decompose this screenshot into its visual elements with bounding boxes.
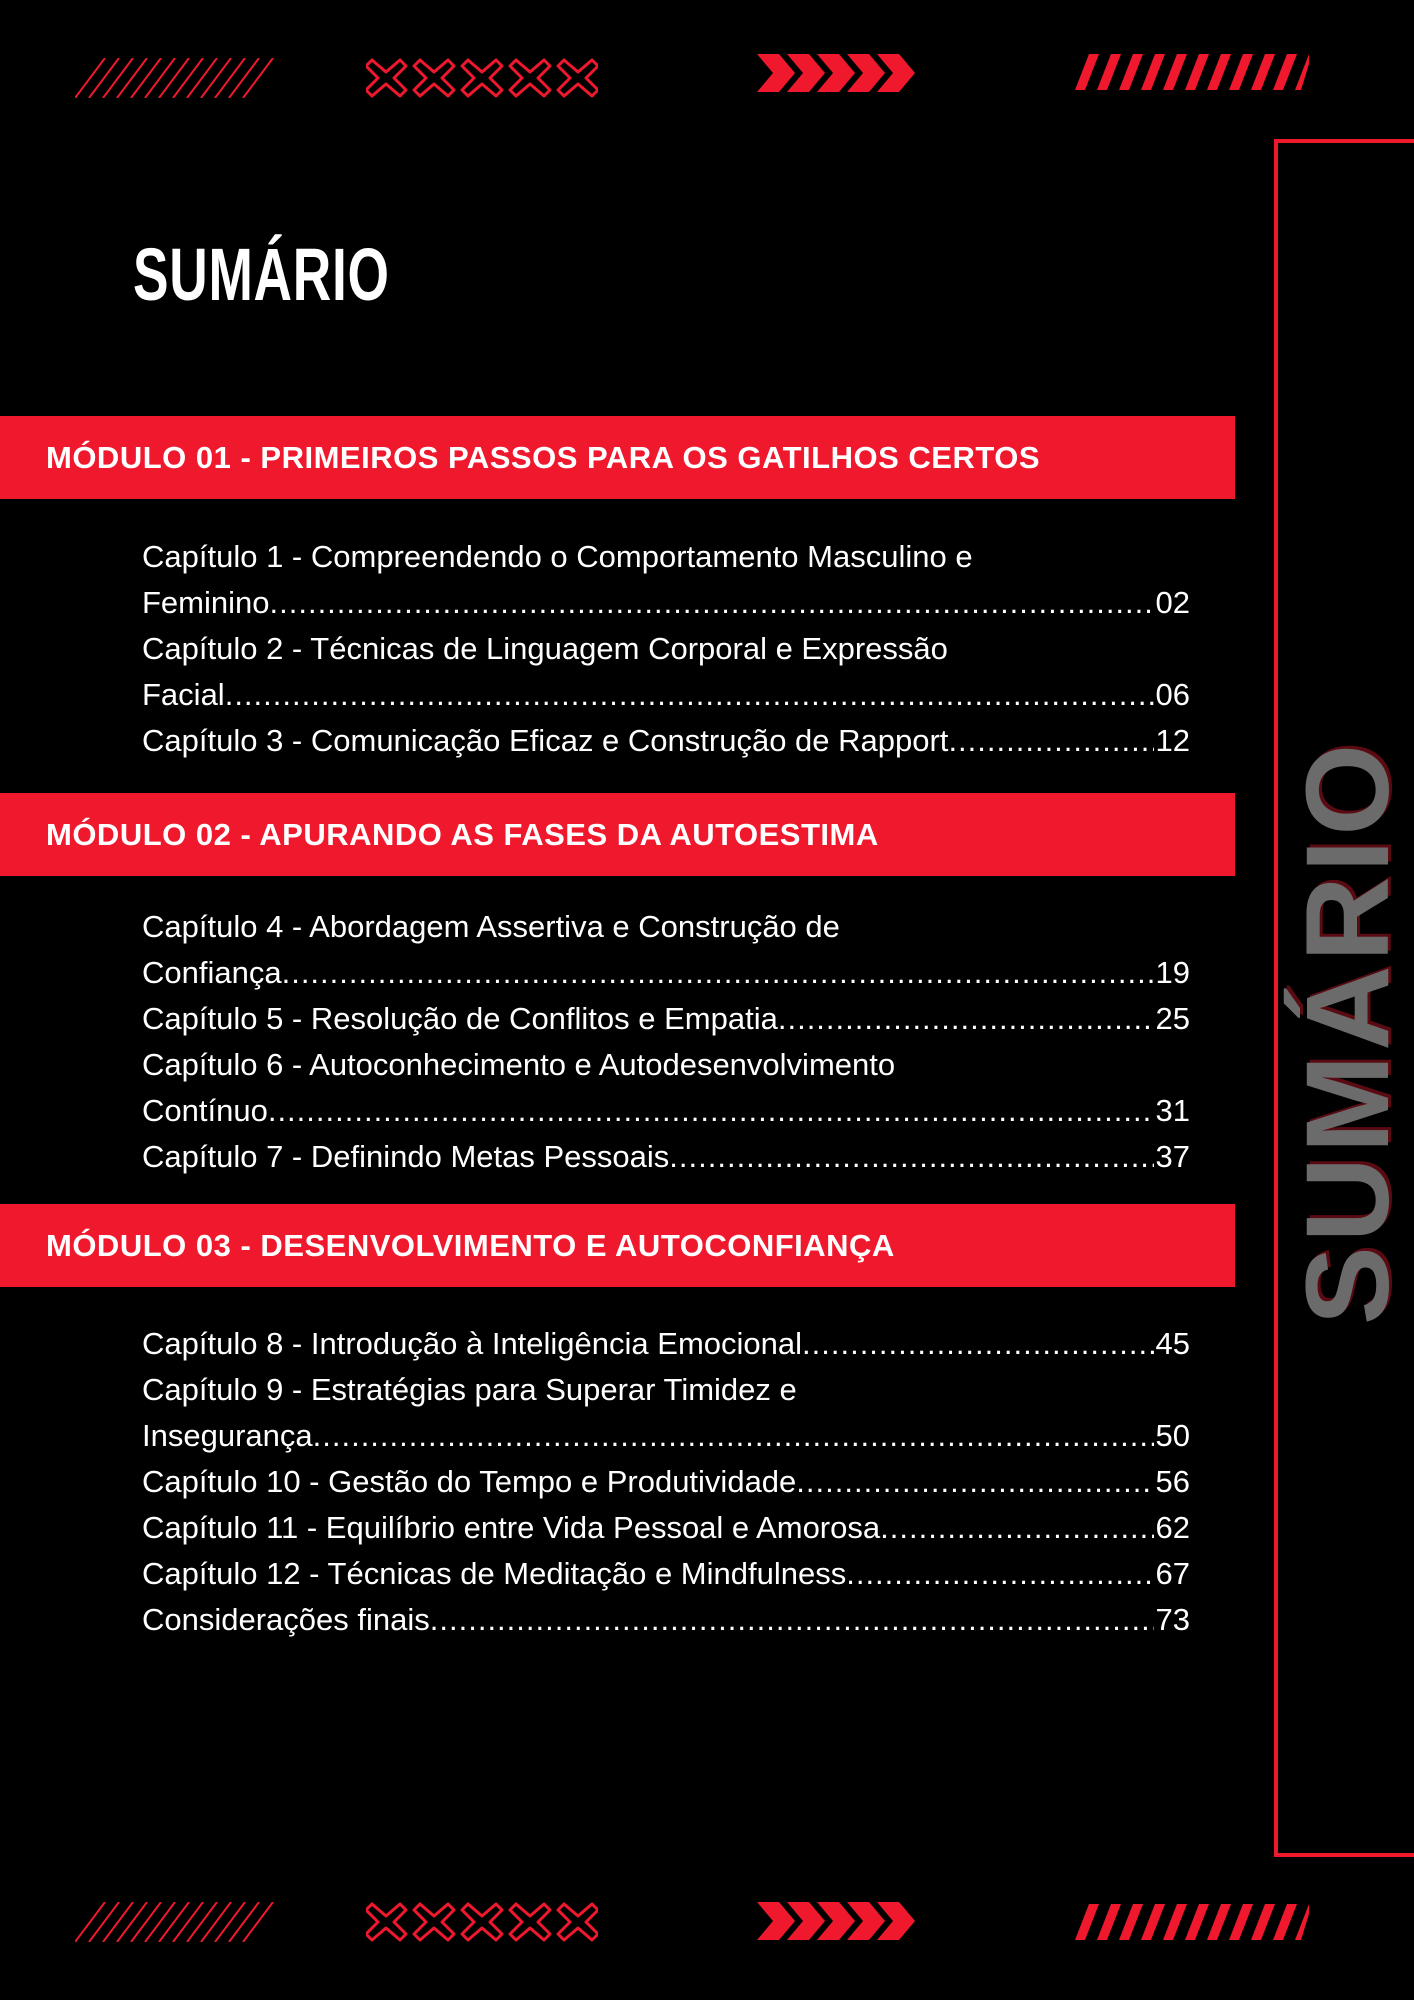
toc-entry[interactable]: [142, 534, 1190, 626]
entry-title: Capítulo 10 - Gestão do Tempo e Produtividade: [142, 1464, 797, 1499]
toc-entry[interactable]: [142, 996, 1190, 1042]
toc-entry[interactable]: [142, 1505, 1190, 1551]
page-number: 56: [1155, 1464, 1190, 1499]
dot-leader: [948, 718, 1153, 764]
toc-entry[interactable]: [142, 1367, 1190, 1459]
entry-title: Capítulo 4 - Abordagem Assertiva e Construção de: [142, 909, 840, 944]
slanted-bars-icon: [1075, 1904, 1309, 1940]
module-header: [0, 416, 1235, 499]
entry-title: Capítulo 2 - Técnicas de Linguagem Corporal e Expressão: [142, 631, 948, 666]
toc-entry[interactable]: [142, 1321, 1190, 1367]
entry-title: Capítulo 5 - Resolução de Conflitos e Empatia: [142, 1001, 778, 1036]
toc-entry[interactable]: [142, 1042, 1190, 1134]
entry-title: Capítulo 9 - Estratégias para Superar Timidez e: [142, 1372, 797, 1407]
page-number: 06: [1155, 677, 1190, 712]
toc-entry[interactable]: [142, 1459, 1190, 1505]
diagonal-stripes-icon: [75, 1902, 275, 1942]
dot-leader: [796, 1459, 1153, 1505]
chevron-arrows-icon: [757, 54, 917, 92]
page-number: 31: [1155, 1093, 1190, 1128]
module-label: MÓDULO 01 - PRIMEIROS PASSOS PARA OS GATILHOS CERTOS: [46, 440, 1040, 475]
page-number: 62: [1155, 1510, 1190, 1545]
chapter-list: [142, 1321, 1190, 1643]
dot-leader: [802, 1321, 1154, 1367]
page-number: 37: [1155, 1139, 1190, 1174]
dot-leader: [880, 1505, 1153, 1551]
entry-title: Feminino: [142, 585, 270, 620]
toc-entry[interactable]: [142, 1551, 1190, 1597]
module-label: MÓDULO 02 - APURANDO AS FASES DA AUTOESTIMA: [46, 817, 879, 852]
entry-title: Confiança: [142, 955, 282, 990]
page-number: 02: [1155, 585, 1190, 620]
slanted-bars-icon: [1075, 54, 1309, 90]
entry-title: Contínuo: [142, 1093, 268, 1128]
entry-title: Capítulo 1 - Compreendendo o Comportamento Masculino e: [142, 539, 973, 574]
entry-title: Capítulo 3 - Comunicação Eficaz e Construção de Rapport: [142, 723, 949, 758]
entry-title: Capítulo 6 - Autoconhecimento e Autodesenvolvimento: [142, 1047, 896, 1082]
module-header: [0, 1204, 1235, 1287]
side-label: SUMÁRIO: [1282, 739, 1414, 1325]
chevron-arrows-icon: [757, 1902, 917, 1940]
entry-title: Facial: [142, 677, 225, 712]
page-number: 73: [1155, 1602, 1190, 1637]
page-number: 19: [1155, 955, 1190, 990]
toc-entry[interactable]: [142, 1597, 1190, 1643]
page-number: 12: [1155, 723, 1190, 758]
page-number: 67: [1155, 1556, 1190, 1591]
module-header: [0, 793, 1235, 876]
x-marks-icon: [366, 1902, 598, 1942]
entry-title: Capítulo 11 - Equilíbrio entre Vida Pessoal e Amorosa: [142, 1510, 881, 1545]
toc-entry[interactable]: [142, 1134, 1190, 1180]
chapter-list: [142, 534, 1190, 764]
dot-leader: [846, 1551, 1153, 1597]
page-number: 50: [1155, 1418, 1190, 1453]
dot-leader: [313, 1413, 1154, 1459]
dot-leader: [430, 1597, 1154, 1643]
module-label: MÓDULO 03 - DESENVOLVIMENTO E AUTOCONFIANÇA: [46, 1228, 895, 1263]
entry-title: Capítulo 12 - Técnicas de Meditação e Mindfulness: [142, 1556, 847, 1591]
page-number: 45: [1155, 1326, 1190, 1361]
entry-title: Capítulo 7 - Definindo Metas Pessoais: [142, 1139, 670, 1174]
dot-leader: [282, 950, 1154, 996]
x-marks-icon: [366, 58, 598, 98]
page-title: SUMÁRIO: [133, 233, 390, 316]
entry-title: Considerações finais: [142, 1602, 430, 1637]
diagonal-stripes-icon: [75, 58, 275, 98]
toc-entry[interactable]: [142, 718, 1190, 764]
chapter-list: [142, 904, 1190, 1180]
dot-leader: [778, 996, 1154, 1042]
entry-title: Insegurança: [142, 1418, 313, 1453]
toc-entry[interactable]: [142, 626, 1190, 718]
entry-title: Capítulo 8 - Introdução à Inteligência Emocional: [142, 1326, 803, 1361]
dot-leader: [270, 580, 1154, 626]
page-number: 25: [1155, 1001, 1190, 1036]
dot-leader: [268, 1088, 1154, 1134]
dot-leader: [669, 1134, 1153, 1180]
toc-entry[interactable]: [142, 904, 1190, 996]
dot-leader: [225, 672, 1154, 718]
